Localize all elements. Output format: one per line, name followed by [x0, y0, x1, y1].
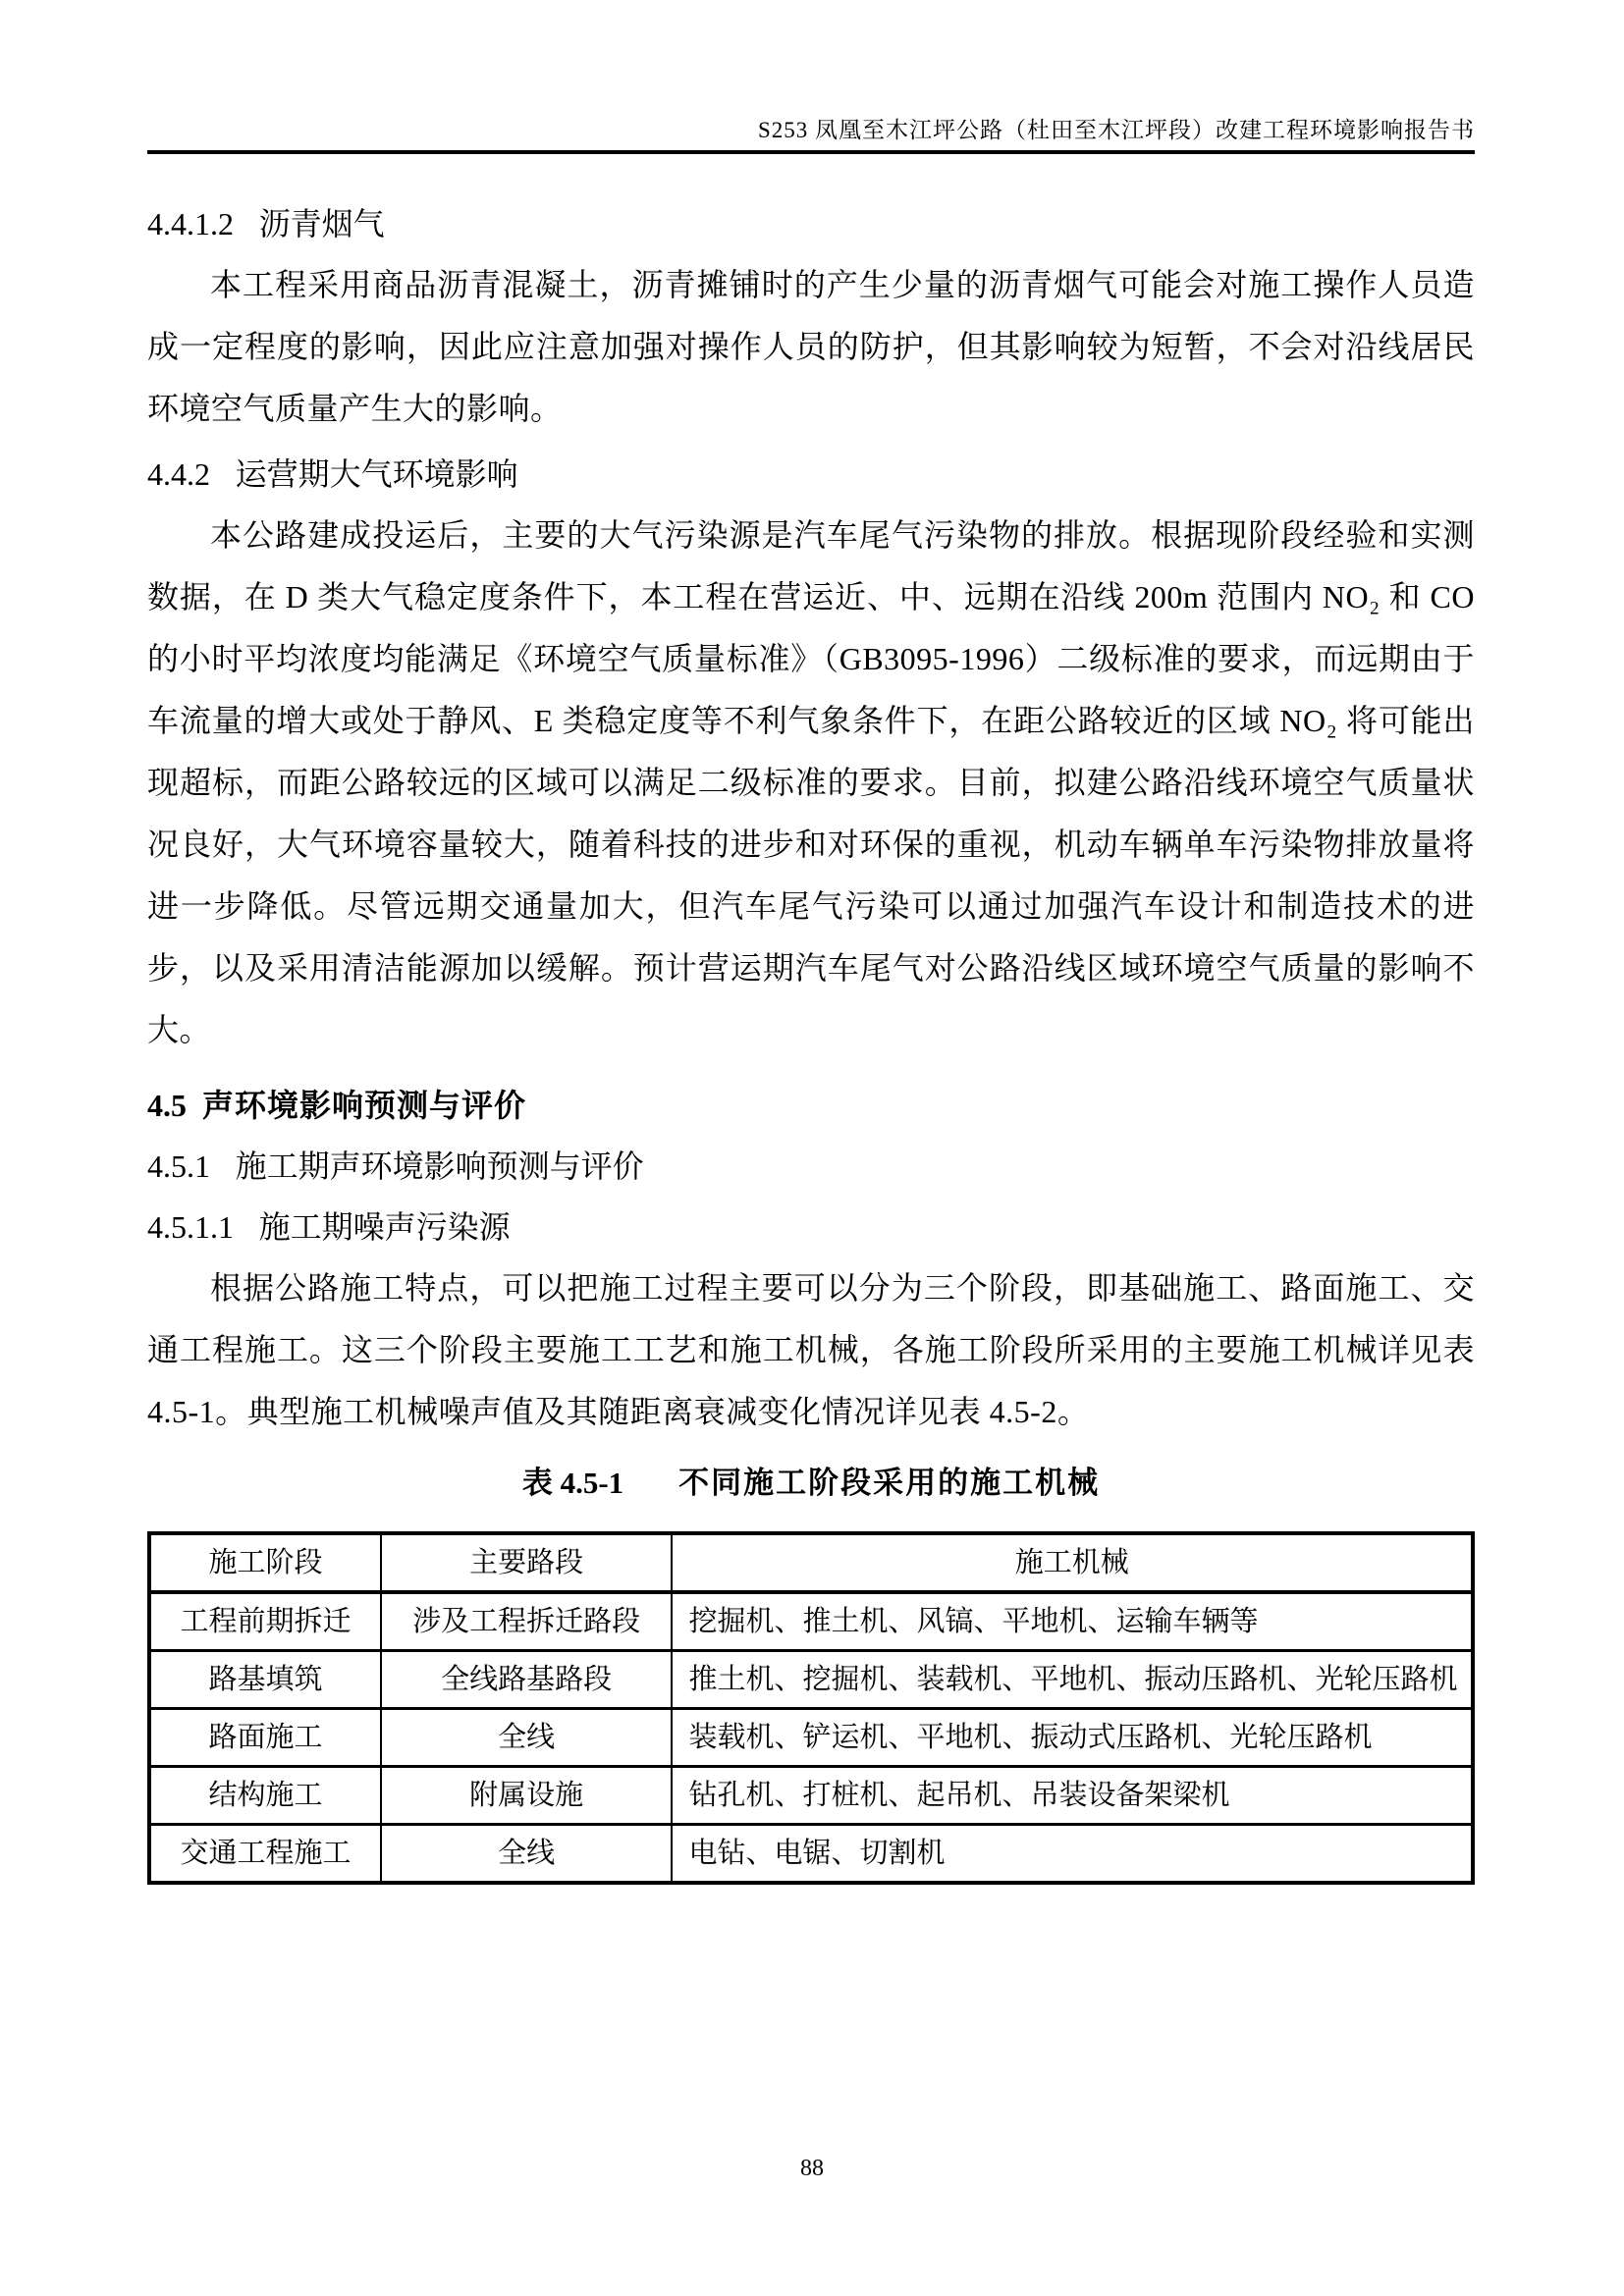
- table-row: [149, 1825, 1473, 1884]
- paragraph-asphalt-fume: 本工程采用商品沥青混凝土，沥青摊铺时的产生少量的沥青烟气可能会对施工操作人员造成一定程度的影响，因此应注意加强对操作人员的防护，但其影响较为短暂，不会对沿线居民环境空气质量产生大的影响。: [147, 267, 1475, 426]
- column-header-machinery: 施工机械: [672, 1533, 1473, 1592]
- section-heading-4-5: [147, 1083, 1475, 1128]
- cell-section: 全线: [381, 1825, 673, 1884]
- table-row: [149, 1709, 1473, 1767]
- section-title: 运营期大气环境影响: [235, 456, 518, 492]
- table-caption: [147, 1461, 1475, 1506]
- cell-section: 全线路基路段: [381, 1651, 673, 1709]
- cell-machinery: 推土机、挖掘机、装载机、平地机、振动压路机、光轮压路机: [672, 1651, 1473, 1709]
- cell-stage: 工程前期拆迁: [149, 1592, 381, 1651]
- cell-stage: 路基填筑: [149, 1651, 381, 1709]
- cell-section: 附属设施: [381, 1767, 673, 1825]
- section-number: 4.5.1.1: [147, 1209, 234, 1245]
- section-title: 沥青烟气: [258, 206, 385, 241]
- section-heading-4-5-1: [147, 1144, 1475, 1189]
- section-number: 4.4.1.2: [147, 206, 234, 241]
- table-caption-text: 不同施工阶段采用的施工机械: [678, 1466, 1101, 1500]
- section-number: 4.5: [147, 1088, 187, 1123]
- cell-stage: 路面施工: [149, 1709, 381, 1767]
- section-title: 施工期噪声污染源: [258, 1209, 511, 1245]
- cell-machinery: 挖掘机、推土机、风镐、平地机、运输车辆等: [672, 1592, 1473, 1651]
- column-header-stage: 施工阶段: [149, 1533, 381, 1592]
- cell-section: 全线: [381, 1709, 673, 1767]
- table-head: [149, 1533, 1473, 1592]
- section-title: 声环境影响预测与评价: [202, 1088, 527, 1123]
- section-number: 4.5.1: [147, 1148, 210, 1184]
- paragraph-construction-noise-source: 根据公路施工特点，可以把施工过程主要可以分为三个阶段，即基础施工、路面施工、交通工程施工。这三个阶段主要施工工艺和施工机械，各施工阶段所采用的主要施工机械详见表 4.5-1。典型施工机械噪声值及其随距离衰减变化情况详见表 4.5-2。: [147, 1270, 1475, 1429]
- table-row: [149, 1767, 1473, 1825]
- header-rule: [147, 150, 1475, 154]
- section-heading-4-5-1-1: [147, 1204, 1475, 1250]
- table-row: [149, 1592, 1473, 1651]
- section-heading-4-4-2: [147, 452, 1475, 497]
- table-body: [149, 1592, 1473, 1883]
- section-title: 施工期声环境影响预测与评价: [235, 1148, 644, 1184]
- table-row: [149, 1651, 1473, 1709]
- cell-stage: 结构施工: [149, 1767, 381, 1825]
- paragraph-operation-air-impact: 本公路建成投运后，主要的大气污染源是汽车尾气污染物的排放。根据现阶段经验和实测数据，在 D 类大气稳定度条件下，本工程在营运近、中、远期在沿线 200m 范围内 NO₂ 和 CO 的小时平均浓度均能满足《环境空气质量标准》（GB3095-1996）二级标准的要求，而远期由于车流量的增大或处于静风、E 类稳定度等不利气象条件下，在距公路较近的区域 NO₂ 将可能出现超标，而距公路较远的区域可以满足二级标准的要求。目前，拟建公路沿线环境空气质量状况良好，大气环境容量较大，随着科技的进步和对环保的重视，机动车辆单车污染物排放量将进一步降低。尽管远期交通量加大，但汽车尾气污染可以通过加强汽车设计和制造技术的进步，以及采用清洁能源加以缓解。预计营运期汽车尾气对公路沿线区域环境空气质量的影响不大。: [147, 517, 1475, 1047]
- page-number: 88: [800, 2156, 824, 2181]
- cell-machinery: 钻孔机、打桩机、起吊机、吊装设备架梁机: [672, 1767, 1473, 1825]
- cell-stage: 交通工程施工: [149, 1825, 381, 1884]
- cell-section: 涉及工程拆迁路段: [381, 1592, 673, 1651]
- cell-machinery: 电钻、电锯、切割机: [672, 1825, 1473, 1884]
- report-header-title: S253 凤凰至木江坪公路（杜田至木江坪段）改建工程环境影响报告书: [757, 118, 1475, 142]
- construction-machinery-table: [147, 1531, 1475, 1885]
- table-caption-label: 表 4.5-1: [521, 1466, 624, 1500]
- table-header-row: [149, 1533, 1473, 1592]
- section-number: 4.4.2: [147, 456, 210, 492]
- section-heading-4-4-1-2: [147, 201, 1475, 246]
- cell-machinery: 装载机、铲运机、平地机、振动式压路机、光轮压路机: [672, 1709, 1473, 1767]
- column-header-section: 主要路段: [381, 1533, 673, 1592]
